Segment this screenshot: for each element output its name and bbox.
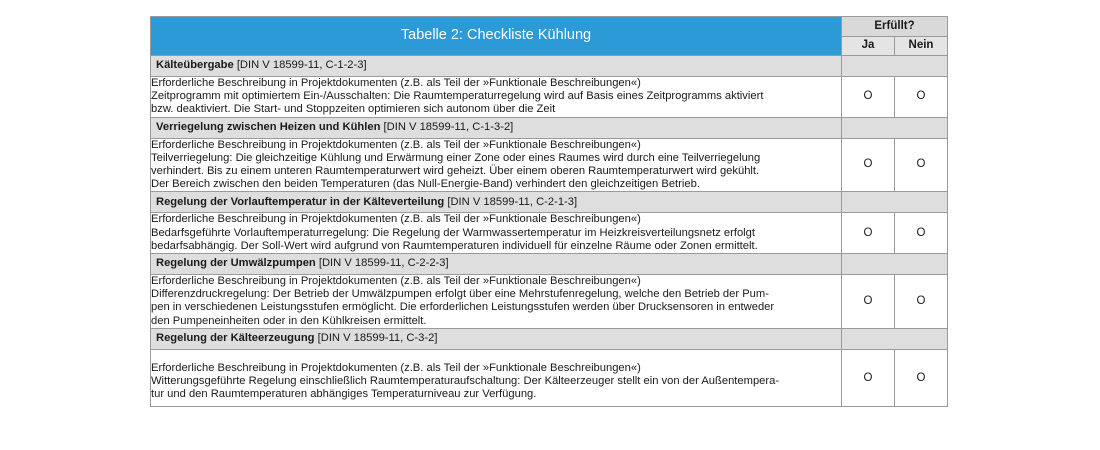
checkbox-yes[interactable]: O	[842, 275, 895, 329]
checkbox-no[interactable]: O	[895, 77, 948, 118]
table-title: Tabelle 2: Checkliste Kühlung	[151, 17, 842, 56]
section-title: Kälteübergabe	[156, 59, 234, 72]
section-header-row	[151, 117, 948, 138]
column-header-no: Nein	[895, 37, 948, 56]
cooling-checklist-table	[150, 16, 948, 407]
section-header-empty	[842, 192, 948, 213]
checkbox-no[interactable]: O	[895, 349, 948, 407]
section-header-empty	[842, 254, 948, 275]
section-reference: [DIN V 18599-11, C-1-2-3]	[236, 59, 367, 72]
section-header	[151, 254, 842, 275]
description-line: verhindert. Bis zu einem unteren Raumtemperaturwert wird geheizt. Über einem oberen Raumtemperaturwert wird gekühlt.	[151, 165, 760, 178]
section-reference: [DIN V 18599-11, C-1-3-2]	[383, 121, 514, 133]
checkbox-yes[interactable]: O	[842, 138, 895, 192]
description-line: den Pumpeneinheiten oder in den Kühlkreisen ermittelt.	[151, 314, 427, 327]
table-row	[151, 275, 948, 329]
section-header-row	[151, 328, 948, 349]
table-row	[151, 213, 948, 254]
description-line: Der Bereich zwischen den beiden Temperaturen (das Null-Energie-Band) verhindert den gleichzeitigen Betrieb.	[151, 178, 700, 191]
section-title: Verriegelung zwischen Heizen und Kühlen	[156, 121, 381, 133]
description-line: Erforderliche Beschreibung in Projektdokumenten (z.B. als Teil der »Funktionale Beschreibungen«)	[151, 138, 641, 151]
fulfilled-header: Erfüllt?	[842, 17, 948, 37]
requirement-description	[151, 213, 842, 254]
section-header-row	[151, 192, 948, 213]
description-line: Bedarfsgeführte Vorlauftemperaturregelung: Die Regelung der Warmwassertemperatur im Heizkreisverteilungsnetz erfolgt	[151, 226, 755, 239]
checkbox-yes[interactable]: O	[842, 213, 895, 254]
description-line: Witterungsgeführte Regelung einschließlich Raumtemperaturaufschaltung: Der Kälteerzeuger stellt ein von der Außentempera-	[151, 375, 780, 388]
section-header-empty	[842, 56, 948, 77]
requirement-description	[151, 349, 842, 407]
description-line: Erforderliche Beschreibung in Projektdokumenten (z.B. als Teil der »Funktionale Beschreibungen«)	[151, 213, 641, 226]
requirement-description	[151, 275, 842, 329]
description-line: Differenzdruckregelung: Der Betrieb der Umwälzpumpen erfolgt über eine Mehrstufenregelung, welche den Betrieb der Pum-	[151, 288, 769, 301]
section-title: Regelung der Umwälzpumpen	[156, 257, 316, 270]
description-line: Erforderliche Beschreibung in Projektdokumenten (z.B. als Teil der »Funktionale Beschreibungen«)	[151, 275, 641, 288]
section-header-empty	[842, 117, 948, 138]
checkbox-yes[interactable]: O	[842, 77, 895, 118]
section-header	[151, 192, 842, 213]
checkbox-no[interactable]: O	[895, 138, 948, 192]
description-line: bedarfsabhängig. Der Soll-Wert wird aufgrund von Raumtemperaturen individuell für einzelne Räume oder Zonen ermittelt.	[151, 239, 758, 252]
table-row	[151, 349, 948, 407]
requirement-description	[151, 138, 842, 192]
section-header	[151, 56, 842, 77]
column-header-yes: Ja	[842, 37, 895, 56]
description-line: Teilverriegelung: Die gleichzeitige Kühlung und Erwärmung einer Zone oder eines Raumes wird durch eine Teilverriegelung	[151, 151, 761, 164]
section-header-row	[151, 254, 948, 275]
requirement-description	[151, 77, 842, 118]
section-header-empty	[842, 328, 948, 349]
table-row	[151, 138, 948, 192]
description-line: pen in verschiedenen Leistungsstufen ermöglicht. Die erforderlichen Leistungsstufen werden über Drucksensoren in entweder	[151, 301, 775, 314]
table-row	[151, 77, 948, 118]
section-header	[151, 117, 842, 138]
section-reference: [DIN V 18599-11, C-2-1-3]	[447, 195, 578, 208]
section-reference: [DIN V 18599-11, C-2-2-3]	[318, 257, 449, 270]
section-header	[151, 328, 842, 349]
checkbox-no[interactable]: O	[895, 213, 948, 254]
description-line: tur und den Raumtemperaturen abhängiges Temperaturniveau zur Verfügung.	[151, 388, 537, 401]
description-line: Zeitprogramm mit optimiertem Ein-/Ausschalten: Die Raumtemperaturregelung wird auf Basis eines Zeitprogramms aktiviert	[151, 90, 764, 103]
description-line: Erforderliche Beschreibung in Projektdokumenten (z.B. als Teil der »Funktionale Beschreibungen«)	[151, 361, 641, 374]
checkbox-no[interactable]: O	[895, 275, 948, 329]
table-header-row	[151, 17, 948, 37]
description-line: bzw. deaktiviert. Die Start- und Stoppzeiten optimieren sich autonom über die Zeit	[151, 103, 556, 116]
section-title: Regelung der Kälteerzeugung	[156, 332, 315, 345]
section-header-row	[151, 56, 948, 77]
description-line: Erforderliche Beschreibung in Projektdokumenten (z.B. als Teil der »Funktionale Beschreibungen«)	[151, 77, 641, 89]
section-title: Regelung der Vorlauftemperatur in der Kälteverteilung	[156, 195, 445, 208]
checkbox-yes[interactable]: O	[842, 349, 895, 407]
section-reference: [DIN V 18599-11, C-3-2]	[317, 332, 438, 345]
